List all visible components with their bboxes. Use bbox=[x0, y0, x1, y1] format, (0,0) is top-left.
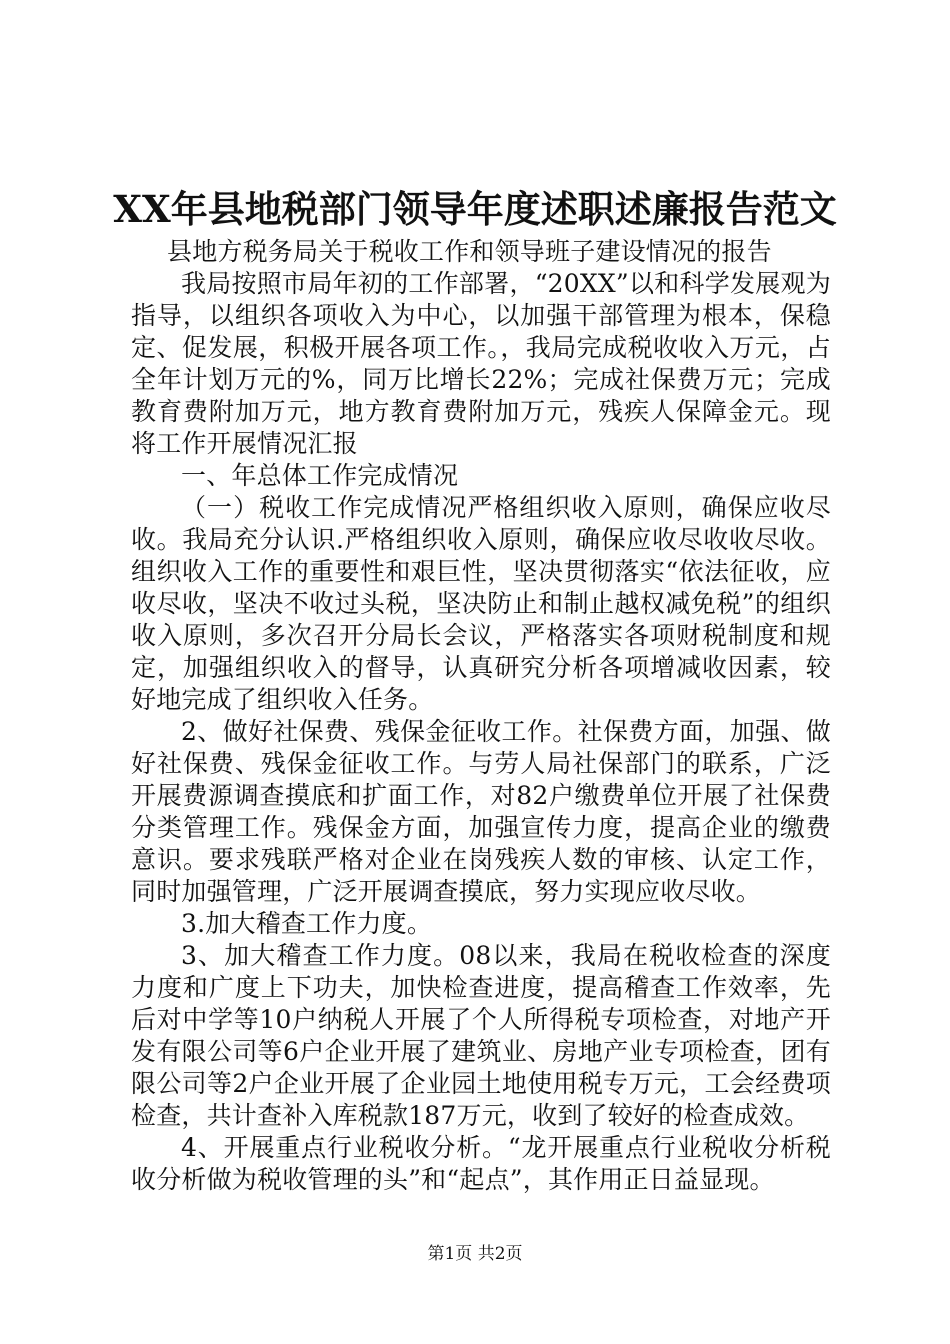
document-title: XX年县地税部门领导年度述职述廉报告范文 bbox=[113, 187, 837, 231]
paragraph-inspection-heading: 3.加大稽查工作力度。 bbox=[181, 909, 433, 938]
page-footer: 第1页 共2页 bbox=[427, 1244, 523, 1264]
paragraph-inspection: 3、加大稽查工作力度。08以来，我局在税收检查的深度力度和广度上下功夫，加快检查进度，提高稽查工作效率，先后对中学等10户纳税人开展了个人所得税专项检查，对地产开发有限公司等6户企业开展了建筑业、房地产业专项检查，团有限公司等2户企业开展了企业园土地使用税专万元，工会经费项检查，共计查补入库税款187万元，收到了较好的检查成效。 bbox=[131, 941, 831, 1130]
paragraph-industry-analysis: 4、开展重点行业税收分析。“龙开展重点行业税收分析税收分析做为税收管理的头”和“起点”，其作用正日益显现。 bbox=[131, 1133, 831, 1194]
document-body bbox=[131, 236, 831, 1196]
report-subtitle: 县地方税务局关于税收工作和领导班子建设情况的报告 bbox=[167, 237, 772, 266]
paragraph-social-security: 2、做好社保费、残保金征收工作。社保费方面，加强、做好社保费、残保金征收工作。与劳人局社保部门的联系，广泛开展费源调查摸底和扩面工作，对82户缴费单位开展了社保费分类管理工作。残保金方面，加强宣传力度，提高企业的缴费意识。要求残联严格对企业在岗残疾人数的审核、认定工作，同时加强管理，广泛开展调查摸底，努力实现应收尽收。 bbox=[131, 717, 831, 906]
section-heading: 一、年总体工作完成情况 bbox=[181, 461, 459, 490]
paragraph-tax-work: （一）税收工作完成情况严格组织收入原则，确保应收尽收。我局充分认识.严格组织收入原则，确保应收尽收收尽收。组织收入工作的重要性和艰巨性，坚决贯彻落实“依法征收，应收尽收，坚决不收过头税，坚决防止和制止越权减免税”的组织收入原则，多次召开分局长会议，严格落实各项财税制度和规定，加强组织收入的督导，认真研究分析各项增减收因素，较好地完成了组织收入任务。 bbox=[131, 493, 831, 714]
intro-paragraph: 我局按照市局年初的工作部署，“20XX”以和科学发展观为指导，以组织各项收入为中心，以加强干部管理为根本，保稳定、促发展，积极开展各项工作。，我局完成税收收入万元，占全年计划万元的%，同万比增长22%；完成社保费万元；完成教育费附加万元，地方教育费附加万元，残疾人保障金元。现将工作开展情况汇报 bbox=[131, 269, 831, 458]
